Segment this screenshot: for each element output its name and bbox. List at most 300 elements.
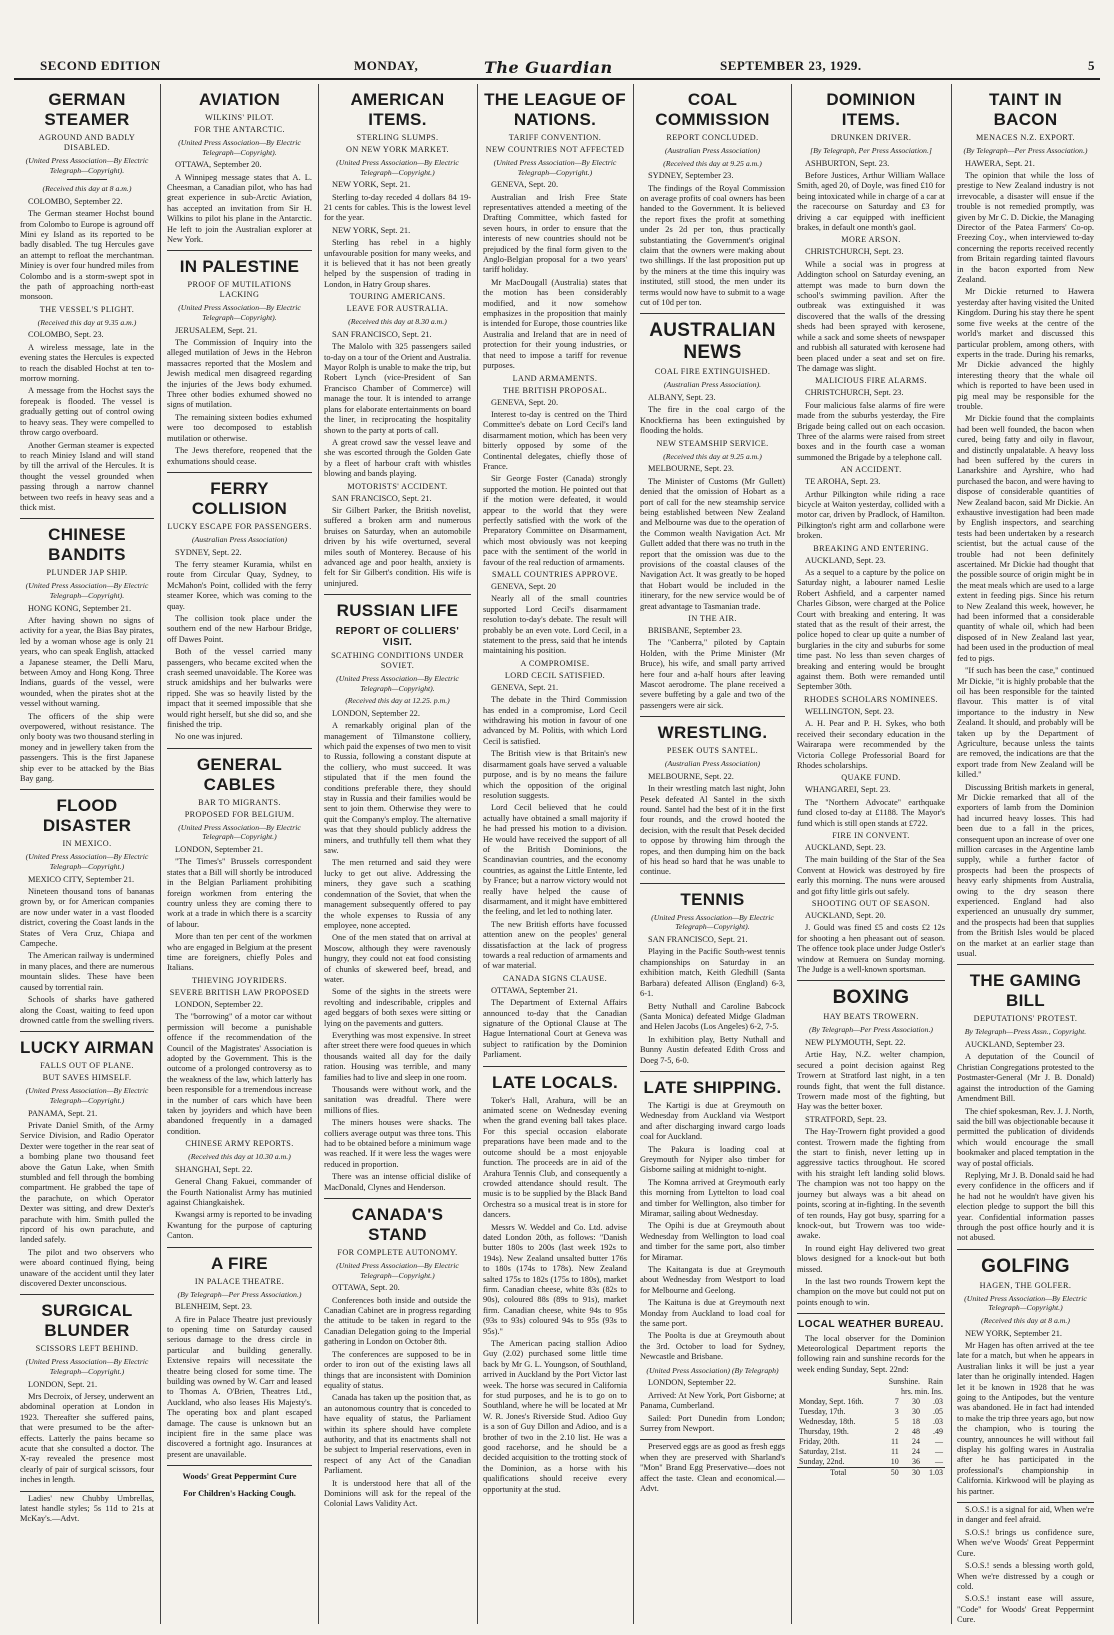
article-deck: ON NEW YORK MARKET. [346,145,449,154]
article-paragraph: Messrs W. Weddel and Co. Ltd. advise dated London 20th, as follows: "Danish butter 180s to 200s (last week 192s to 194s). New Zealand unsalted butter 176s to 180s (174s to 178s). New Zealand salted 175s to 182s (175s to 180s), market firm. Canadian cheese, white 83s (82s to 90s), coloured 88s (89s to 91s), market firm. Canadian cheese, white 94s to 95s (93s to 93s) coloured 94s to 95s (93s to 95s)." [483,1222,627,1336]
article-paragraph: Schools of sharks have gathered along the Coast, waiting to feed upon drowned cattle from the swelling rivers. [20,995,154,1025]
article-paragraph: Betty Nuthall and Caroline Babcock (Santa Monica) defeated Midge Gladman and Helen Jacobs (Los Angeles) 6-2, 7-5. [640,1001,785,1032]
table-cell: Saturday, 21st. [799,1447,847,1457]
dateline: WHANGAREI, Sept. 23. [805,785,891,795]
article-paragraph: Playing in the Pacific South-west tennis championships on Saturday in an exhibition match, Keith Gledhill (Santa Barbara) defeated Allison (England) 6-3, 6-1. [640,947,785,999]
article-paragraph: A wireless message, late in the evening states the Hercules is expected to reach the disabled Hochst at ten to-morrow morning. [20,342,154,384]
article-headline: LATE SHIPPING. [643,1077,782,1097]
table-cell: .03 [933,1417,943,1427]
table-row [797,1407,945,1417]
article-paragraph: Mr Dickie returned to Hawera yesterday after having visited the United Kingdom. During his stay there he spent some five weeks at the centre of the world's market and discussed this particular problem, among others, with experts in the trade. During his remarks, Mr Dickie advanced the highly interesting theory that the whale oil which is reported to have been used in pig meal may be responsible for the trouble. [957,287,1094,411]
dateline: LONDON, September 22. [332,708,420,718]
received-time: (Received this day at 8 a.m.) [42,184,132,194]
article-paragraph: Arthur Pilkington while riding a race bicycle at Waiton yesterday, collided with a motor car, driven by Pradlock, of Hamilton. Pilkington's right arm and collarbone were broken. [797,489,945,541]
article-deck: FALLS OUT OF PLANE. [40,1061,134,1071]
advertisement: Ladies' new Chubby Umbrellas, latest handle styles; 5s 11d to 21s at McKay's.—Advt. [20,1493,154,1524]
article-deck: BUT SAVES HIMSELF. [42,1073,132,1083]
dateline: SYDNEY, Sept. 22. [175,547,242,557]
article-credit: (United Press Association—By Electric Telegraph—Copyright). [178,303,301,323]
article-paragraph: Another German steamer is expected to reach Miniey Island and will stand by till the arrival of the Hercules. It is thought the vessel grounded when passing through a narrow channel between two reefs in heavy seas and a thick mist. [20,440,154,512]
article-paragraph: The Minister of Customs (Mr Gullett) denied that the omission of Hobart as a port of call for the new steamship service being established between New Zealand and Melbourne was due to the operation of the Common wealth Navigation Act. Mr Gullett added that there was no truth in the report that the omission was due to the provisions of the coastal clauses of the Navigation Act. It was greatly to be hoped that Hobart would be included in the itinerary, for the new service would be of great advantage to Tasmanian trade. [640,476,785,611]
article-paragraph: The conferences are supposed to be in order to iron out of the existing laws all things that are inconsistent with Dominion equality of status. [324,1349,471,1390]
table-cell: 1.03 [929,1468,943,1478]
article-paragraph: Everything was most expensive. In street after street there were food queues in which thousands waited all day for the daily ration. Housing was terrible, and many families had to live and sleep in one room. [324,1030,471,1082]
subheading: THE VESSEL'S PLIGHT. [39,304,135,314]
article-paragraph: The officers of the ship were overpowered, without resistance. The only booty was two thousand sterling in money and in jewellery taken from the passengers. This is the first Japanese ship ever to be attacked by the Bias Bay gang. [20,711,154,784]
dateline: AUCKLAND, Sept. 23. [805,555,886,565]
article-paragraph: Nineteen thousand tons of bananas grown by, or for American companies are now under water in a vast flooded district, covering the Coast lands in the States of Vera Cruz, Chiapa and Campeche. [20,887,154,949]
article-paragraph: The German steamer Hochst bound from Colombo to Europe is aground off Mini ey Island as its reported to be badly disabled. The tug Hercules gave an attempt to refloat the merchantman. Miniey is over four hundred miles from Colombo and is a storm-swept spot in the path of approaching north-east monsoon. [20,209,154,302]
article-deck: BAR TO MIGRANTS. [198,797,281,807]
article-headline: GOLFING [981,1255,1070,1277]
table-cell: — [935,1437,943,1447]
table-cell: .05 [933,1407,943,1417]
article-paragraph: The Poolta is due at Greymouth about the 3rd. October to load for Sydney, Newcastle and Brisbane. [640,1331,785,1362]
article-deck: HAY BEATS TROWERN. [823,1012,919,1022]
article-paragraph: The collision took place under the southern end of the new Harbour Bridge, off Dawes Point. [167,613,312,644]
day-label: MONDAY, [354,58,419,73]
article-paragraph: Discussing British markets in general, Mr Dickie remarked that all of the exporters of lamb from the Dominion had incurred heavy losses. This had been due to a fall in the prices, consequent upon an increase of over one million carcases in the Argentine lamb supply, while a further factor of prospects had been the prospects of heavy early shipments from Australia, owing to the dry season there experienced. England had also experienced an unusually dry summer, and the prospects had been that supplies from the British Isles would be placed on the market at an earlier stage than usual. [957,782,1094,959]
column-rule [791,84,792,1624]
article-paragraph: Australian and Irish Free State representatives attended a meeting of the Drafting Committee, which fasted for seven hours, in order to ensure that the interests of new countries should not be prejudiced by the final form given to the Anglo-Belgian proposal for a two years' tariff holiday. [483,192,627,275]
article-paragraph: Nearly all of the small countries supported Lord Cecil's disarmament resolution to-day's debate. The result will probably be an even vote. Lord Cecil, in a statement to the press, said that he intends maintaining his position. [483,594,627,656]
table-cell: 48 [912,1427,920,1437]
article-paragraph: The Hay-Trowern fight provided a good contest. Trowern made the fighting from the start to finish, never letting up in aggressive tactics throughout. He scored with his straight left landing solid blows. The champion was not too happy on the journey but always was a bit ahead on points, scoring at in-fighting. In the seventh of ten rounds, Hay got busy, sparring for a knock-out, but Trowern was too wide-awake. [797,1127,945,1241]
article-deck: FOR THE ANTARCTIC. [194,125,285,134]
table-cell: — [935,1457,943,1467]
column-7 [957,84,1094,1624]
article-paragraph: Sir George Foster (Canada) strongly supported the motion. He pointed out that if the motion were defeated, it would appear to the world that they were perfectly satisfied with the work of the Preparatory Committee on Disarmament, which most obviously was not keeping pace with the sentiment of the world in favour of the real reduction of armaments. [483,474,627,567]
article-paragraph: Mr MacDougall (Australia) states that the motion has been considerably modified, and it now somehow emphasizes in the proposition that mainly is intended for Europe, those countries like Australia and Ireland that are in need of protection for their young industries, or that need to impose a tariff for revenue purposes. [483,277,627,371]
table-cell: 2 [894,1427,899,1437]
subheading: THE BRITISH PROPOSAL. [502,385,608,395]
edition-label: SECOND EDITION [40,58,161,73]
article-credit: (Australian Press Association). [663,380,762,390]
article-headline: TENNIS [680,889,745,909]
subheading: BREAKING AND ENTERING. [813,543,929,553]
table-row [797,1417,945,1427]
article-credit: (United Press Association—By Electric Telegraph—Copyright.) [25,852,149,872]
table-row [797,1427,945,1437]
table-cell: Friday, 20th. [799,1437,840,1447]
article-paragraph: The debate in the Third Commission has ended in a compromise, Lord Cecil withdrawing his motion in favour of one advanced by M. Politis, with which Lord Cecil is satisfied. [483,695,627,746]
masthead [14,56,1100,80]
dateline: SHANGHAI, Sept. 22. [175,1164,253,1174]
article-paragraph: Interest to-day is centred on the Third Committee's debate on Lord Cecil's land disarmament motion, which has been very bitterly opposed by some of the Continental delegates, chiefly those of France. [483,409,627,471]
article-paragraph: Kwangsi army is reported to be invading Kwantung for the purpose of capturing Canton. [167,1210,312,1241]
article-credit: (United Press Association—By Electric Telegraph—Copyright.) [964,1293,1087,1313]
table-row [797,1397,945,1407]
dateline: LONDON, September 21. [175,845,263,854]
article-paragraph: The American railway is undermined in many places, and there are numerous mountain slides. These have been caused by torrential rain. [20,951,154,992]
dateline: MELBOURNE, Sept. 23. [648,464,734,474]
article-paragraph: The Malolo with 325 passengers sailed to-day on a tour of the Orient and Australia. Mayor Rolph is unable to make the trip, but Robert Lynch (vice-President of San Francisco Chamber of Commerce) will manage the tour. It is intended to arrange plans for elaborate entertainments on board the liner, in reciprocating the hospitality shown to the party at ports of call. [324,342,471,435]
article-paragraph: The "borrowing" of a motor car without permission will become a punishable offence if the recommendation of the Council of the Magistrates' Association is adopted by the Government. This is the outcome of a prolonged controversy as to the weakness of the law, which latterly has been responsible for a tremendous increase in the number of cars which have been taken by joyriders and which have been abandoned frequently in a damaged condition. [167,1012,312,1136]
article-headline: CHINESE BANDITS [48,525,126,565]
article-credit: (By Telegraph—Per Press Association.) [808,1025,934,1035]
article-paragraph: The new British efforts have focussed attention anew on the peoples' general dissatisfaction at the lack of progress towards a real reduction of armaments and of war material. [483,919,627,971]
article-deck: PROOF OF MUTILATIONS LACKING [187,280,292,300]
dateline: COLOMBO, Sept. 23. [28,330,104,340]
article-paragraph: The men returned and said they were lucky to get out alive. Addressing the miners, they gave such a scathing condemnation of the Soviet, that when the management subsequently offered to pay the whole expenses to Russia of any employee, none accepted. [324,858,471,930]
article-paragraph: Arrived: At New York, Port Gisborne; at Panama, Cumberland. [640,1390,785,1411]
article-deck: IN PALACE THEATRE. [194,1276,285,1286]
dateline: AUCKLAND, Sept. 20. [805,910,886,920]
article-headline: FLOOD DISASTER [42,796,132,836]
column-3 [324,84,471,1624]
article-paragraph: As a sequel to a capture by the police on Saturday night, a labourer named Leslie Robert Ashfield, and a carpenter named Charles Gibson, were charged at the Police Court with breaking and entering. It was stated that as the result of their arrest, the police hoped to clear up quite a number of burglaries in the city and suburbs for some time past. No less than seven charges of breaking and entering would be brought against them. Both were remanded until September 30th. [797,568,945,692]
dateline: BLENHEIM, Sept. 23. [175,1302,252,1312]
article-headline: FERRY COLLISION [191,478,288,518]
article-paragraph: The Jews therefore, reopened that the exhumations should cease. [167,446,312,466]
dateline: PANAMA, Sept. 21. [28,1108,98,1118]
table-row [797,1437,945,1447]
dateline: TE AROHA, Sept. 23. [805,477,881,487]
article-credit: (United Press Association—By Electric Telegraph—Copyright.) [25,1086,149,1105]
article-deck: MENACES N.Z. EXPORT. [975,133,1075,142]
article-credit: (United Press Association—By Electric Telegraph—Copyright.) [336,1261,459,1280]
table-cell: 30 [912,1468,920,1478]
dateline: CHRISTCHURCH, Sept. 23. [805,247,904,257]
column-rule [951,84,952,1624]
article-deck: DRUNKEN DRIVER. [830,133,912,142]
article-paragraph: More than ten per cent of the workmen who are engaged in Belgium at the present time are foreigners, chiefly Poles and Italians. [167,932,312,973]
table-total-row [797,1468,945,1479]
dateline: GENEVA, Sept. 21. [491,682,559,692]
article-paragraph: The local observer for the Dominion Meteorological Department reports the following rain and sunshine records for the week ending Sunday, Sept. 22nd: [797,1333,945,1374]
article-paragraph: Four malicious false alarms of fire were made from the suburbs yesterday, the Fire Brigade being called out on each occasion. Three of the alarms were raised from street boxes and in the fourth case a woman summoned the Brigade by a telephone call. [797,400,945,462]
weather-table [797,1377,945,1478]
article-headline: CANADA'S STAND [351,1205,444,1245]
article-paragraph: It is understood here that all of the Dominions will ask for the repeal of the Colonial Laws Validity Act. [324,1478,471,1509]
article-paragraph: The fire in the coal cargo of the Knockfierna has been extinguished by flooding the holds. [640,405,785,436]
article-paragraph: In the last two rounds Trowern kept the champion on the move but could not put on points enough to win. [797,1276,945,1307]
column-1 [20,84,154,1624]
article-headline: A FIRE [211,1253,268,1273]
dateline: AUCKLAND, Sept. 23. [805,842,886,852]
newspaper-title: The Guardian [484,58,613,77]
table-cell: 24 [912,1437,920,1447]
table-cell: 30 [912,1397,920,1407]
article-paragraph: The chief spokesman, Rev. J. J. North, said the bill was objectionable because it permitted the publication of dividends which would encourage the small bookmaker and placed temptation in the way of postal officials. [957,1106,1094,1168]
dateline: WELLINGTON, Sept. 23. [805,706,894,716]
article-headline: COAL COMMISSION [655,90,770,129]
article-paragraph: Canada has taken up the position that, as an autonomous country that is conceded to have equality of status, the Parliament within its sphere should have complete authority, and that its enactments shall not be subject to Imperial reservations, even in respect of any Act of the Canadian Parliament. [324,1393,471,1476]
table-cell: 11 [891,1437,899,1447]
article-paragraph: The Kaituna is due at Greymouth next Monday from Auckland to load coal for the same port. [640,1298,785,1329]
article-paragraph: The Department of External Affairs announced to-day that the Canadian signature of the Optional Clause at The Hague International Court at Geneva was subject to ratification by the Dominion Parliament. [483,998,627,1060]
article-paragraph: In their wrestling match last night, John Pesek defeated Al Santel in the sixth round. Santel had the best of it in the first four rounds, and the crowd hooted the decision, with the result that Pesek decided to oppose by throwing him through the ropes, and then dumping him on the back of his head so hard that he was unable to continue. [640,784,785,877]
article-paragraph: A deputation of the Council of Christian Congregations protested to the Postmaster-General (Mr J. B. Donald) against the introduction of the Gaming Amendment Bill. [957,1052,1094,1104]
column-rule [318,84,319,1624]
dateline: GENEVA, Sept. 20. [491,180,559,190]
article-headline: AVIATION [198,90,281,109]
dateline: NEW YORK, Sept. 21. [332,225,411,235]
column-2 [167,84,312,1624]
article-headline: AMERICAN ITEMS. [350,90,445,129]
article-paragraph: A remarkably original plan of the management of Tilmanstone colliery, which paid the expenses of two men to visit to Russia, following a constant dispute at the colliery, who must succeed. It was stipulated that if the men found the conditions preferable there, they should stay in Russia and their families would be sent to join them. Otherwise they were to quit the Company's employ. The alternative was that they should publicly address the miners, and truthfully tell them what they saw. [324,721,471,856]
article-paragraph: One of the men stated that on arrival at Moscow, although they were ravenously hungry, they could not eat food consisting of chunks of skewered beef, bread, and water. [324,933,471,984]
dateline: LONDON, September 22. [648,1378,736,1388]
article-paragraph: The British view is that Britain's new disarmament goals have served a valuable purpose, and is by no means the failure which the opposition of the original resolution suggests. [483,749,627,800]
table-cell: 10 [890,1457,899,1467]
table-cell: 11 [891,1447,899,1457]
article-credit: (United Press Association—By Electric Telegraph—Copyright). [178,138,301,157]
dateline: GENEVA, Sept. 20. [491,397,559,407]
received-time: (Received this day at 8 a.m.) [981,1315,1070,1325]
article-paragraph: In exhibition play, Betty Nuthall and Bunny Austin defeated Edith Cross and Doeg 7-5, 6-0. [640,1034,785,1065]
subheading: FIRE IN CONVENT. [832,830,910,840]
article-credit: (United Press Association—By Electric Telegraph—Copyright). [651,912,774,932]
table-cell: 7 [894,1397,899,1407]
dateline: MEXICO CITY, September 21. [28,874,135,884]
dateline: GENEVA, Sept. 20 [491,582,556,591]
dateline: SAN FRANCISCO, Sept. 21. [332,493,432,503]
article-deck: SCISSORS LEFT BEHIND. [35,1344,139,1354]
article-paragraph: The miners houses were shacks. The colliers average output was three tons. This had to be obtained before a minimum wage was reached. If it were less the wages were reduced in proportion. [324,1118,471,1169]
subheading: MALICIOUS FIRE ALARMS. [815,376,927,386]
table-cell: .03 [933,1397,943,1407]
advertisement: Woods' Great Peppermint Cure [182,1472,297,1482]
article-credit: By Telegraph—Press Assn., Copyright. [964,1027,1087,1037]
article-paragraph: The Komna arrived at Greymouth early this morning from Lyttelton to load coal and timber for Wellington, also timber for Miramar, sailing about Wednesday. [640,1177,785,1218]
article-paragraph: Toker's Hall, Arahura, will be an animated scene on Wednesday evening when the grand evening ball takes place. For this special occasion elaborate preparations have been made and to the outcome should be a most enjoyable function. The proceeds are in aid of the Arahura Tennis Club, and consequently a crowded attendance should result. The music is to be supplied by the Black Band Orchestra so a musical treat is in store for dancers. [483,1095,627,1220]
article-deck: LUCKY ESCAPE FOR PASSENGERS. [167,521,312,531]
article-paragraph: A great crowd saw the vessel leave and she was escorted through the Golden Gate by a fleet of harbour craft with whistles blowing and bands playing. [324,437,471,479]
article-deck: COAL FIRE EXTINGUISHED. [654,367,771,377]
article-paragraph: Sir Gilbert Parker, the British novelist, suffered a broken arm and numerous bruises on Saturday, when an automobile driven by his wife overturned, several miles south of Monterey. Because of his advanced age and poor health, anxiety is felt for Sir Gilbert's condition. His wife is uninjured. [324,505,471,588]
article-credit: (By Telegraph—Per Press Association.) [963,146,1088,155]
article-paragraph: Mrs Decroix, of Jersey, underwent an abdominal operation at London in 1923. Thereafter she suffered pains, that were presumed to be the after-effects. Latterly the pains became so acute that she consulted a doctor. The X-ray revealed the presence most clearly of pair of surgical scissors, four inches in length. [20,1392,154,1485]
article-paragraph: Mr Hagen has often arrived at the tee late for a match, but when he appears in Australian links it will be just a year later than he originally intended. Hagen let it be known in 1928 that he was going to the Antipodes, but the venture was abandoned. He in fact had intended to make the trip three years ago, but now the champion, who is touring the country, announces he will without fail display his golfing wares in Australia after he has participated in the professional's championship in California. Kirkwood will be playing as his partner. [957,1340,1094,1496]
column-rule [477,84,478,1624]
table-cell: Tuesday, 17th. [799,1407,846,1417]
received-time: (Received this day at 9.35 a.m.) [37,317,137,327]
article-paragraph: After having shown no signs of activity for a year, the Bias Bay pirates, led by a woman whose age is only 21 years, who can speak English, attacked a Japanese steamer, the Delli Maru, between Amoy and Hong Kong. Three Indians, guards of the vessel, were wounded, when the pirates shot at the vessel without warning. [20,615,154,709]
article-paragraph: The pilot and two observers who were aboard continued flying, being unaware of the accident until they later discovered Dexter unconscious. [20,1247,154,1288]
article-deck: NEW COUNTRIES NOT AFFECTED [485,145,625,154]
table-row [797,1457,945,1468]
article-paragraph: Artie Hay, N.Z. welter champion, secured a point decision against Reg Trowern at Stratford last night, in a ten rounds fight, that went the full distance. Trowern made most of the fighting, but Hay was the better boxer. [797,1050,945,1112]
dateline: ALBANY, Sept. 23. [648,393,716,403]
table-header: hrs. min. Ins. [901,1387,943,1397]
table-header: Sunshine. [888,1377,920,1387]
article-headline: GENERAL CABLES [196,754,283,794]
subheading: SMALL COUNTRIES APPROVE. [492,570,618,579]
article-paragraph: Sterling has rebel in a highly unfavourable position for many weeks, and it is believed that it has not been greatly helped by the suspension of trading in London, in Hatry Group shares. [324,238,471,289]
advertisement: S.O.S.! brings us confidence sure, When we've Woods' Great Peppermint Cure. [957,1527,1094,1558]
dateline: OTTAWA, September 21. [491,985,578,995]
table-row [797,1447,945,1457]
dateline: BRISBANE, September 23. [648,625,742,635]
table-cell: Monday, Sept. 16th. [799,1397,864,1407]
article-paragraph: Sterling to-day receded 4 dollars 84 19-21 cents for cables. This is the lowest level for the year. [324,192,471,223]
article-paragraph: A message from the Hochst says the forepeak is flooded. The vessel is gradually getting out of control owing to heavy seas. They were compelled to throw cargo overboard. [20,386,154,438]
article-credit: (Australian Press Association) [664,759,761,769]
subheading: MOTORISTS' ACCIDENT. [347,481,448,491]
article-headline: BOXING [832,987,910,1009]
article-deck: REPORT CONCLUDED. [666,133,759,142]
article-deck: DEPUTATIONS' PROTEST. [973,1014,1078,1024]
article-headline: THE LEAGUE OF NATIONS. [484,90,626,129]
article-paragraph: General Chang Fakuei, commander of the Fourth Nationalist Army has mutinied against Chiangkaishek. [167,1177,312,1207]
article-paragraph: Some of the sights in the streets were revolting and indescribable, cripples and aged beggars of both sexes were sitting or lying on the pavements and gutters. [324,987,471,1028]
subheading: SHOOTING OUT OF SEASON. [811,898,931,908]
article-paragraph: The "Northern Advocate" earthquake fund closed to-day at £1188. The Mayor's fund which is still open stands at £722. [797,797,945,828]
dateline: OTTAWA, September 20. [175,160,262,170]
table-header: Rain [927,1377,943,1387]
received-time: (Received this day at 10.30 a.m.) [188,1152,291,1162]
subheading: A COMPROMISE. [520,658,590,668]
dateline: SAN FRANCISCO, Sept. 21. [332,329,432,339]
dateline: OTTAWA, Sept. 20. [332,1283,400,1293]
article-paragraph: The Kartigi is due at Greymouth on Wednesday from Auckland via Westport and after discharging inward cargo loads coal for Auckland. [640,1100,785,1142]
subheading: LAND ARMAMENTS. [512,373,598,383]
article-credit: (United Press Association) (By Telegraph) [646,1365,779,1375]
received-time: (Received this day at 9.25 a.m.) [663,451,762,461]
dateline: SYDNEY, September 23. [648,171,734,181]
article-deck: STERLING SLUMPS. [356,133,439,142]
article-deck: FOR COMPLETE AUTONOMY. [337,1248,458,1258]
dateline: CHRISTCHURCH, Sept. 23. [805,388,904,398]
table-cell: 3 [894,1407,899,1417]
dateline: STRATFORD, Sept. 23. [805,1114,887,1124]
received-time: (Received this day at 8.30 a.m.) [348,317,447,327]
advertisement: Preserved eggs are as good as fresh eggs when they are preserved with Sharland's "Mon" Brand Egg Preservative—does not affect the taste. Clean and economical.—Advt. [640,1442,785,1493]
dateline: LONDON, September 22. [175,999,263,1009]
table-cell: 5 [894,1417,899,1427]
article-headline: RUSSIAN LIFE [336,601,459,621]
subheading: CANADA SIGNS CLAUSE. [502,973,608,983]
subheading: QUAKE FUND. [841,773,901,783]
article-paragraph: The American pacing stallion Adioo Guy (2.02) purchased some little time back by Mr G. L. Youngson, of Southland, arrived in Auckland by the Port Victor last week. The horse was secured in California for stud purposes, and he is to go on to Southland, where he will be located at Mr W. R. Jones's Riverside Stud. Adioo Guy is a son of Guy Dillon and Adioo, and is a brother of two in the 2.10 list. He was a good racehorse, and he should be a decided acquisition to the trotting stock of the Dominion, as a horse with his qualifications should receive every opportunity at the stud. [483,1339,627,1494]
page-number: 5 [1088,58,1095,73]
subheading: CHINESE ARMY REPORTS. [185,1139,294,1149]
article-credit: (United Press Association—By Electric Telegraph—Copyright.) [493,158,617,177]
table-cell: Sunday, 22nd. [799,1457,845,1467]
article-paragraph: Both of the vessel carried many passengers, who became excited when the crash seemed unavoidable. The Koree was struck amidships and her bulwarks were ripped. She was so heavily listed by the impact that it seemed impossible that she would right herself, but she did so, and she finished the trip. [167,647,312,729]
dateline: HAWERA, Sept. 21. [965,158,1035,168]
article-credit: (United Press Association—By Electric Telegraph—Copyright.) [25,1357,149,1376]
article-headline: GERMAN STEAMER [44,90,130,129]
article-paragraph: The remaining sixteen bodies exhumed were too decomposed to establish mutilation or otherwise. [167,412,312,443]
column-4 [483,84,627,1624]
article-headline: TAINT IN BACON [989,90,1062,129]
dateline: LONDON, Sept. 21. [28,1379,98,1389]
column-rule [633,84,634,1624]
article-paragraph: Private Daniel Smith, of the Army Service Division, and Radio Operator Dexter were together in the rear seat of a bombing plane two thousand feet above the Gatun Lake, when Smith stumbled and fell through the bombing compartment. He grabbed the tape of the parachute, on which Operator Dexter was sitting, and drew Dexter's parachute with him. Smith pulled the ripcord of his own parachute, and landed safely. [20,1120,154,1245]
article-paragraph: Before Justices, Arthur William Wallace Smith, aged 20, of Doyle, was fined £10 for being intoxicated while in charge of a car at the racecourse on Saturday and £3 for driving a car equipped with inefficient brakes, in default one month's gaol. [797,171,945,233]
article-paragraph: "The Times's" Brussels correspondent states that a Bill will shortly be introduced in the Belgian Parliament prohibiting foreign workmen from entering the country unless they are coming there to work at a trade in which there is a scarcity of labour. [167,857,312,929]
article-deck: HAGEN, THE GOLFER. [979,1280,1072,1290]
article-deck: SCATHING CONDITIONS UNDER SOVIET. [331,651,464,670]
dateline: NEW YORK, September 21. [965,1328,1062,1338]
article-paragraph: In round eight Hay delivered two great blows designed for a knock-out but both missed. [797,1243,945,1274]
advertisement: S.O.S.! is a signal for aid, When we're in danger and feel afraid. [957,1505,1094,1525]
article-paragraph: The findings of the Royal Commission on average profits of coal owners has been handed to the Government. It is believed the report fixes the profit at something under 2s 2d per ton, thus practically substantiating the Government's original claim that the owners were making about two shillings. If the last proposition put up by the miners at the time this inquiry was instituted, still stood, the men under its terms would now have to submit to a wage cut of 10d per ton. [640,183,785,308]
article-paragraph: The opinion that while the loss of prestige to New Zealand industry is not irrevocable, a disaster will ensue if the trouble is not remedied promptly, was given by Mr C. D. Dickie, the Managing Director of the Patea Farmers' Co-op. Freezing Coy., when interviewed to-day concerning the reports received recently from Britain regarding tainted flavours in the bacon exported from New Zealand. [957,171,1094,285]
article-paragraph: No one was injured. [175,732,243,742]
article-paragraph: Lord Cecil believed that he could actually have obtained a small majority if he had pressed his motion to a division. He would have received the support of all of the British Dominions, the Scandinavian countries, and the economy countries, as against the Little Entente, led by France; but a narrow victory would not really have helped the cause of disarmament, and it might have embittered the feeling, and let led to nothing later. [483,803,627,917]
column-rule [160,84,161,1624]
article-paragraph: There was an intense official dislike of MacDonald, Clynes and Henderson. [324,1172,471,1192]
dateline: JERUSALEM, Sept. 21. [175,325,258,335]
article-headline: LATE LOCALS. [491,1072,619,1092]
table-header-row [797,1387,945,1397]
article-headline: LUCKY AIRMAN [20,1038,154,1058]
dateline: NEW PLYMOUTH, Sept. 22. [805,1038,906,1047]
advertisement: For Children's Hacking Cough. [183,1488,296,1498]
article-credit: (United Press Association—By Electric Telegraph—Copyright). [25,156,149,175]
article-paragraph: Thousands were without work, and the sanitation was dreadful. There were millions of flies. [324,1085,471,1115]
subheading: LEAVE FOR AUSTRALIA. [346,304,449,314]
dateline: AUCKLAND, September 23. [965,1040,1065,1050]
table-cell: 24 [912,1447,920,1457]
article-paragraph: The Opihi is due at Greymouth about Wednesday from Wellington to load coal and timber for the same port, also timber for Miramar. [640,1221,785,1262]
table-cell: Thursday, 19th. [799,1427,849,1437]
subheading: TOURING AMERICANS. [349,292,446,302]
article-deck: PROPOSED FOR BELGIUM. [184,809,295,819]
advertisement: S.O.S.! sends a blessing worth gold, When we're distressed by a cough or cold. [957,1561,1094,1591]
article-credit: (United Press Association—By Electric Telegraph—Copyright.) [336,158,459,177]
article-paragraph: Replying, Mr J. B. Donald said he had every confidence in the officers and if he had not he wouldn't have given his election pledge to support the bill this year. Confidential information passes through the post office hourly and it is not abused. [957,1170,1094,1243]
article-deck: PLUNDER JAP SHIP. [46,568,128,578]
dateline: NEW YORK, Sept. 21. [332,180,411,190]
subheading: AN ACCIDENT. [840,465,902,475]
article-credit: [By Telegraph, Per Press Association.] [810,146,932,155]
dateline: COLOMBO, September 22. [28,196,123,206]
dateline: HONG KONG, September 21. [28,603,132,613]
dateline: ASHBURTON, Sept. 23. [805,158,890,168]
date-label: SEPTEMBER 23, 1929. [720,58,862,73]
table-cell: — [935,1447,943,1457]
table-cell: 18 [912,1417,920,1427]
column-5 [640,84,785,1624]
article-paragraph: The Pakura is loading coal at Greymouth for Nyiper also timber for Gisborne sailing at midnight to-night. [640,1144,785,1175]
article-paragraph: A fire in Palace Theatre just previously to opening time on Saturday caused serious damage to the dress circle in particular and building generally. Extensive repairs will necessitate the theatre being closed for some time. The building was owned by W. Carr and leased to Thomas A. O'Brien, Theatres Ltd., Auckland, who also leases His Majesty's. The operating box and plant escaped damage. The cause is unknown but an incipient fire in the same place was discovered a fortnight ago. Insurances at present are unavailable. [167,1314,312,1459]
article-paragraph: A Winnipeg message states that A. L. Cheesman, a Canadian pilot, who has had great experience in sub-Arctic Aviation, has accepted an invitation from Sir H. Wilkins to pilot his plane in the Antarctic. He left to join the Australian explorer at New York. [167,172,312,245]
article-headline: SURGICAL BLUNDER [41,1301,133,1341]
article-deck: REPORT OF COLLIERS' VISIT. [335,626,460,648]
advertisement: S.O.S.! instant ease will assure, "Code" for Woods' Great Peppermint Cure. [957,1594,1094,1624]
table-header-row [797,1377,945,1387]
article-credit: (By Telegraph—Per Press Association.) [177,1289,302,1299]
table-cell: Total [830,1468,847,1478]
subheading: SEVERE BRITISH LAW PROPOSED [169,987,310,997]
article-deck: PESEK OUTS SANTEL. [666,746,759,756]
article-deck: WILKINS' PILOT. [205,113,274,122]
received-time: (Received this day at 12.25. p.m.) [345,696,450,706]
article-credit: (United Press Association—By Electric Telegraph—Copyright). [336,674,459,693]
table-cell: 50 [890,1468,899,1478]
column-6 [797,84,945,1624]
article-credit: (United Press Association—By Electric Telegraph—Copyright). [25,581,149,600]
article-paragraph: The ferry steamer Kuramia, whilst en route from Circular Quay, Sydney, to McMahon's Point, collided with the ferry steamer Koree, which was coming to the quay. [167,559,312,611]
article-paragraph: The Commission of Inquiry into the alleged mutilation of Jews in the Hebron massacres reported that the Moslem and Jewish medical men disagreed regarding the injuries of the Jews body exhumed. Three other bodies exhumed showed no signs of mutilation. [167,338,312,410]
article-credit: (United Press Association—By Electric Telegraph—Copyright.) [178,822,301,842]
article-headline: IN PALESTINE [179,257,300,277]
subheading: RHODES SCHOLARS NOMINEES. [804,694,938,704]
subheading: THIEVING JOYRIDERS. [192,975,287,985]
article-headline: DOMINION ITEMS. [826,90,916,129]
table-cell: 36 [912,1457,920,1467]
table-cell: Wednesday, 18th. [799,1417,856,1427]
article-paragraph: "If such has been the case," continued Mr Dickie, "it is highly probable that the oil has been responsible for the tainted flavour. This matter is of vital importance to the industry in New Zealand. It should, and probably will be taken up by the Department of Agriculture, because unless the taints are removed, the indications are that the export trade from New Zealand will be killed." [957,666,1094,780]
subheading: NEW STEAMSHIP SERVICE. [656,438,769,448]
article-paragraph: While a social was in progress at Addington school on Saturday evening, an attempt was made to burn down the school's swimming pavilion. After the outbreak was extinguished it was discovered that the walls of the dressing sheds had been sprayed with kerosene, while a sack and some sheets of newspaper and rubbish all saturated with kerosene had been placed under a seat and set on fire. The damage was slight. [797,259,945,373]
article-deck: AGROUND AND BADLY DISABLED. [38,133,136,152]
article-paragraph: Conferences both inside and outside the Canadian Cabinet are in progress regarding the attitude to be taken in regard to the Canadian Delegation going to the Imperial gathering in London on October 8th. [324,1295,471,1347]
